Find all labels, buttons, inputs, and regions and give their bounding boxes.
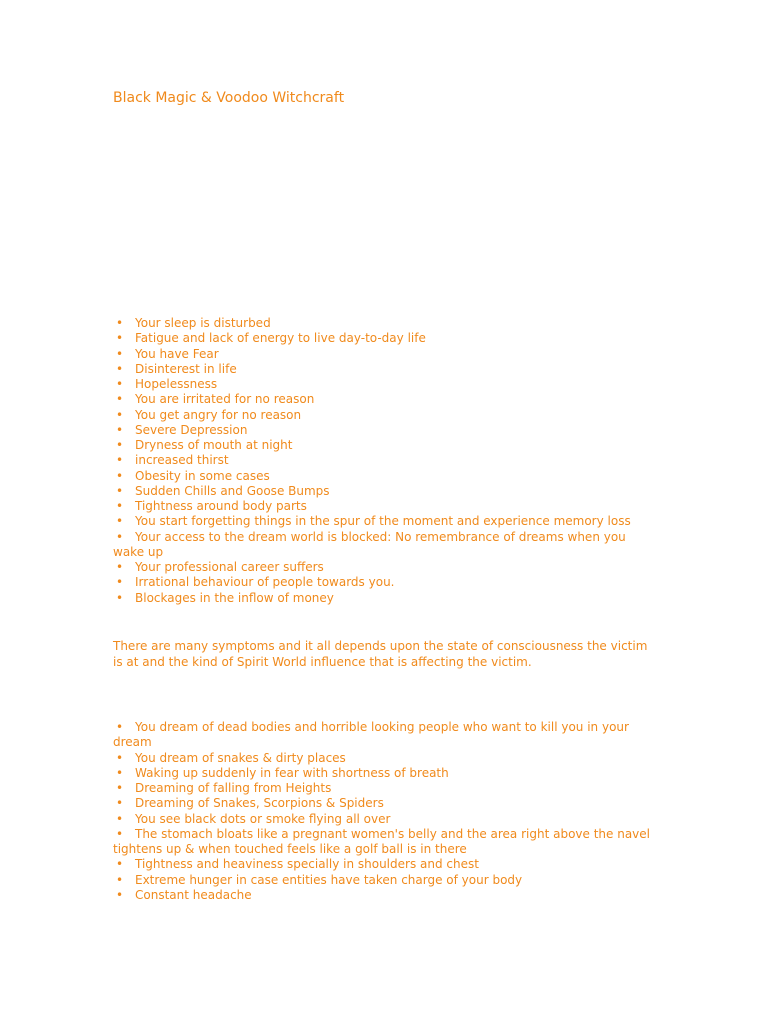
list-item-text: Your sleep is disturbed [135,316,271,330]
list-item [113,484,658,499]
list-item [113,720,658,751]
bullet-icon: • [116,468,124,483]
bullet-icon: • [116,720,124,734]
list-item-text: Fatigue and lack of energy to live day-to-day life [135,331,426,346]
bullet-icon: • [116,499,124,513]
list-item [113,751,658,766]
symptoms-paragraph: There are many symptoms and it all depends upon the state of consciousness the victim is at and the kind of Spirit World influence that is affecting the victim. [113,639,648,669]
bullet-icon: • [116,316,124,330]
list-item-text: You start forgetting things in the spur of the moment and experience memory loss [135,514,631,529]
bullet-icon: • [116,560,124,574]
bullet-icon: • [116,811,124,826]
list-item [113,469,658,484]
bullet-icon: • [116,453,124,468]
bullet-icon: • [116,575,124,590]
list-item [113,560,658,575]
list-item [113,781,658,796]
bullet-icon: • [116,331,124,346]
list-item-text: Sudden Chills and Goose Bumps [135,483,330,498]
list-item-text: Dreaming of falling from Heights [135,781,332,795]
list-item-text: Dreaming of Snakes, Scorpions & Spiders [135,796,384,811]
list-item-text: Constant headache [135,887,252,902]
list-item [113,514,658,529]
list-item [113,766,658,781]
bullet-icon: • [116,514,124,529]
list-item [113,796,658,811]
list-item [113,316,658,331]
list-item [113,423,658,438]
list-item [113,347,658,362]
bullet-icon: • [116,392,124,407]
list-item [113,530,658,561]
bullet-icon: • [116,422,124,437]
list-item [113,453,658,468]
list-item [113,575,658,590]
bullet-icon: • [116,887,124,902]
bullet-icon: • [116,483,124,498]
bullet-icon: • [116,590,124,605]
bullet-icon: • [116,872,124,887]
list-item [113,591,658,606]
bullet-icon: • [116,765,124,780]
list-item [113,377,658,392]
document-title: Black Magic & Voodoo Witchcraft [113,90,345,106]
list-item [113,888,658,903]
list-item-text: Tightness and heaviness specially in shoulders and chest [135,857,479,872]
list-item [113,827,658,858]
list-item-text: You see black dots or smoke flying all over [135,811,391,826]
list-item-text: You are irritated for no reason [135,392,315,407]
list-item-text: Blockages in the inflow of money [135,590,334,605]
list-item-text: Your access to the dream world is blocked: No remembrance of dreams when you wake up [113,529,626,559]
bullet-icon: • [116,796,124,811]
bullet-icon: • [116,781,124,795]
bullet-icon: • [116,377,124,391]
list-item-text: The stomach bloats like a pregnant women's belly and the area right above the navel tightens up & when touched feels like a golf ball is in there [113,826,650,856]
list-item-text: Dryness of mouth at night [135,438,293,452]
list-item [113,499,658,514]
list-item-text: You dream of snakes & dirty places [135,750,346,765]
list-item-text: Irrational behaviour of people towards you. [135,575,395,590]
list-item [113,857,658,872]
bullet-icon: • [116,857,124,872]
list-item [113,408,658,423]
list-item [113,438,658,453]
symptoms-list-general [113,316,658,606]
list-item [113,812,658,827]
list-item-text: Severe Depression [135,422,248,437]
list-item-text: You dream of dead bodies and horrible looking people who want to kill you in your dream [113,720,629,750]
list-item [113,331,658,346]
list-item-text: increased thirst [135,453,229,468]
list-item-text: You have Fear [135,346,219,361]
list-item-text: Tightness around body parts [135,499,307,513]
bullet-icon: • [116,529,124,544]
list-item-text: Your professional career suffers [135,560,324,574]
bullet-icon: • [116,346,124,361]
list-item [113,362,658,377]
list-item-text: Disinterest in life [135,361,237,376]
bullet-icon: • [116,438,124,452]
bullet-icon: • [116,407,124,422]
bullet-icon: • [116,361,124,376]
list-item-text: Extreme hunger in case entities have taken charge of your body [135,872,523,887]
list-item [113,873,658,888]
list-item-text: Obesity in some cases [135,468,270,483]
bullet-icon: • [116,826,124,841]
symptoms-list-dreams [113,720,658,903]
list-item-text: Hopelessness [135,377,218,391]
bullet-icon: • [116,750,124,765]
list-item-text: You get angry for no reason [135,407,302,422]
list-item-text: Waking up suddenly in fear with shortness of breath [135,765,449,780]
list-item [113,392,658,407]
